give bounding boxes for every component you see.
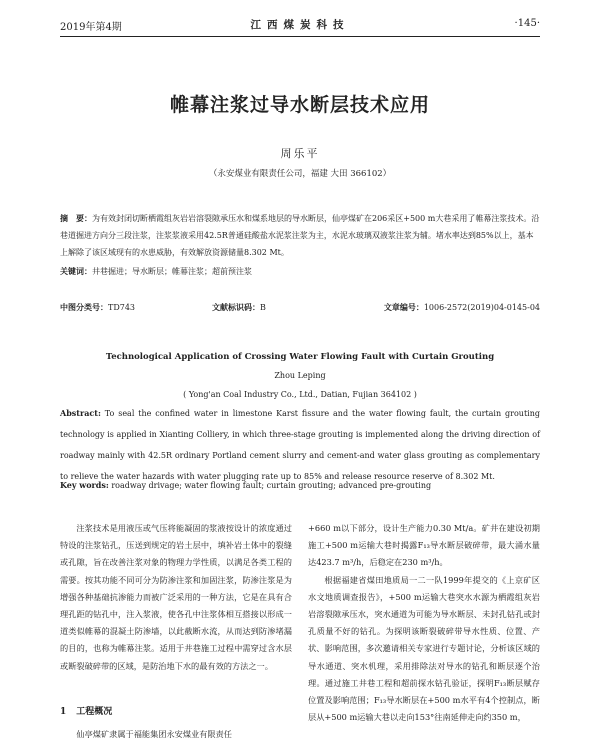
clc-number: 中图分类号：TD743	[60, 302, 136, 312]
keywords-chinese	[60, 266, 540, 277]
keywords-label-cn: 关键词：	[60, 266, 92, 276]
section-heading	[60, 704, 112, 717]
journal-name: 江西煤炭科技	[250, 19, 350, 31]
abstract-chinese	[60, 210, 540, 261]
abstract-text-en: To seal the confined water in limestone Karst fissure and the water flowing fault, the curtain grouting technology is applied in Xianting Colliery, in which three-stage grouting is implemented along the driving direction of roadway mainly with 42.5R ordinary Portland cement slurry and cement-and water glass grouting as complementary to relieve the water hazards with water plugging rate up to 85% and release resource reserve of 8.302 Mt.	[60, 409, 540, 481]
affiliation-chinese: （永安煤业有限责任公司，福建 大田 366102）	[208, 169, 392, 179]
running-header	[60, 16, 540, 34]
document-code: 文献标识码：B	[212, 302, 266, 312]
section-title: 工程概况	[76, 707, 113, 717]
body-column-left	[60, 520, 292, 675]
keywords-label-en: Key words:	[60, 480, 109, 490]
right-paragraph-2: 根据福建省煤田地质局一二一队1999年提交的《上京矿区水文地质调查报告》，+500 m运输大巷突水水源为栖霞组灰岩岩溶裂隙承压水，突水通道为可能为导水断层、未封孔钻孔或封孔质量不好的钻孔。为探明该断裂破碎带导水性质、位置、产状、影响范围，多次邀请相关专家进行专题讨论，分析该区域的导水通道、突水机理，采用排除法对导水的钻孔和断层逐个治理。通过施工井巷工程和超前探水钻孔验证，探明F₁₃断层赋存位置及影响范围；F₁₃导水断层在+500 m水平有4个控制点，断层从+500 m运输大巷以走向153°往南延伸走向约350 m，	[308, 574, 540, 723]
abstract-label-en: Abstract:	[60, 408, 101, 418]
abstract-text-cn: 为有效封闭切断栖霞组灰岩岩溶裂隙承压水和煤系地层的导水断层，仙亭煤矿在206采区+500 m大巷采用了帷幕注浆技术。沿巷道掘进方向分三段注浆，注浆浆液采用42.5R普通硅酸盐水泥浆注浆为主，水泥水玻璃双液浆注浆为辅。堵水率达到85%以上，基本上解除了该区域现有的水患威胁，有效解放资源储量8.302 Mt。	[60, 214, 540, 257]
author-english: Zhou Leping	[274, 371, 326, 380]
right-paragraph-1: +660 m以下部分，设计生产能力0.30 Mt/a。矿井在建设初期施工+500 m运输大巷时揭露F₁₃导水断层破碎带，最大涌水量达423.7 m³/h，后稳定在230 m³/h。	[308, 523, 540, 568]
keywords-text-cn: 井巷掘进；导水断层；帷幕注浆；超前预注浆	[92, 267, 252, 276]
issue-label: 2019年第4期	[60, 22, 122, 33]
intro-paragraph: 注浆技术是用液压或气压将能凝固的浆液按设计的浓度通过特设的注浆钻孔，压送到规定的岩土层中，填补岩土体中的裂缝或孔隙，旨在改善注浆对象的物理力学性质，以满足各类工程的需要。按其功能不同可分为防渗注浆和加固注浆，防渗注浆是为增强各种基础抗渗能力而被广泛采用的一种方法，它是在具有合理孔距的钻孔中，注入浆液，使各孔中注浆体相互搭接以形成一道类似帷幕的混凝土防渗墙，以此截断水流，从而达到防渗堵漏的目的，也称为帷幕注浆。适用于井巷施工过程中需穿过含水层或断裂破碎带的区域，是防治地下水的最有效的方法之一。	[60, 523, 292, 671]
title-english: Technological Application of Crossing Water Flowing Fault with Curtain Grouting	[105, 352, 495, 362]
header-divider	[60, 36, 540, 37]
classification-line	[60, 302, 540, 314]
author-chinese: 周乐平	[280, 147, 320, 160]
section-paragraph-start: 仙亭煤矿隶属于福能集团永安煤业有限责任	[76, 729, 232, 739]
keywords-text-en: roadway drivage; water flowing fault; curtain grouting; advanced pre-grouting	[108, 481, 432, 490]
article-number: 文章编号：1006-2572(2019)04-0145-04	[383, 302, 540, 312]
abstract-english	[60, 403, 540, 487]
page-number: ·145·	[514, 18, 540, 29]
affiliation-english: ( Yong'an Coal Industry Co., Ltd., Datian, Fujian 364102 )	[183, 390, 417, 399]
section-number: 1	[60, 707, 67, 717]
body-column-right	[308, 520, 540, 726]
title-chinese: 帷幕注浆过导水断层技术应用	[169, 94, 430, 116]
abstract-label-cn: 摘 要：	[60, 213, 92, 223]
keywords-english	[60, 480, 540, 490]
